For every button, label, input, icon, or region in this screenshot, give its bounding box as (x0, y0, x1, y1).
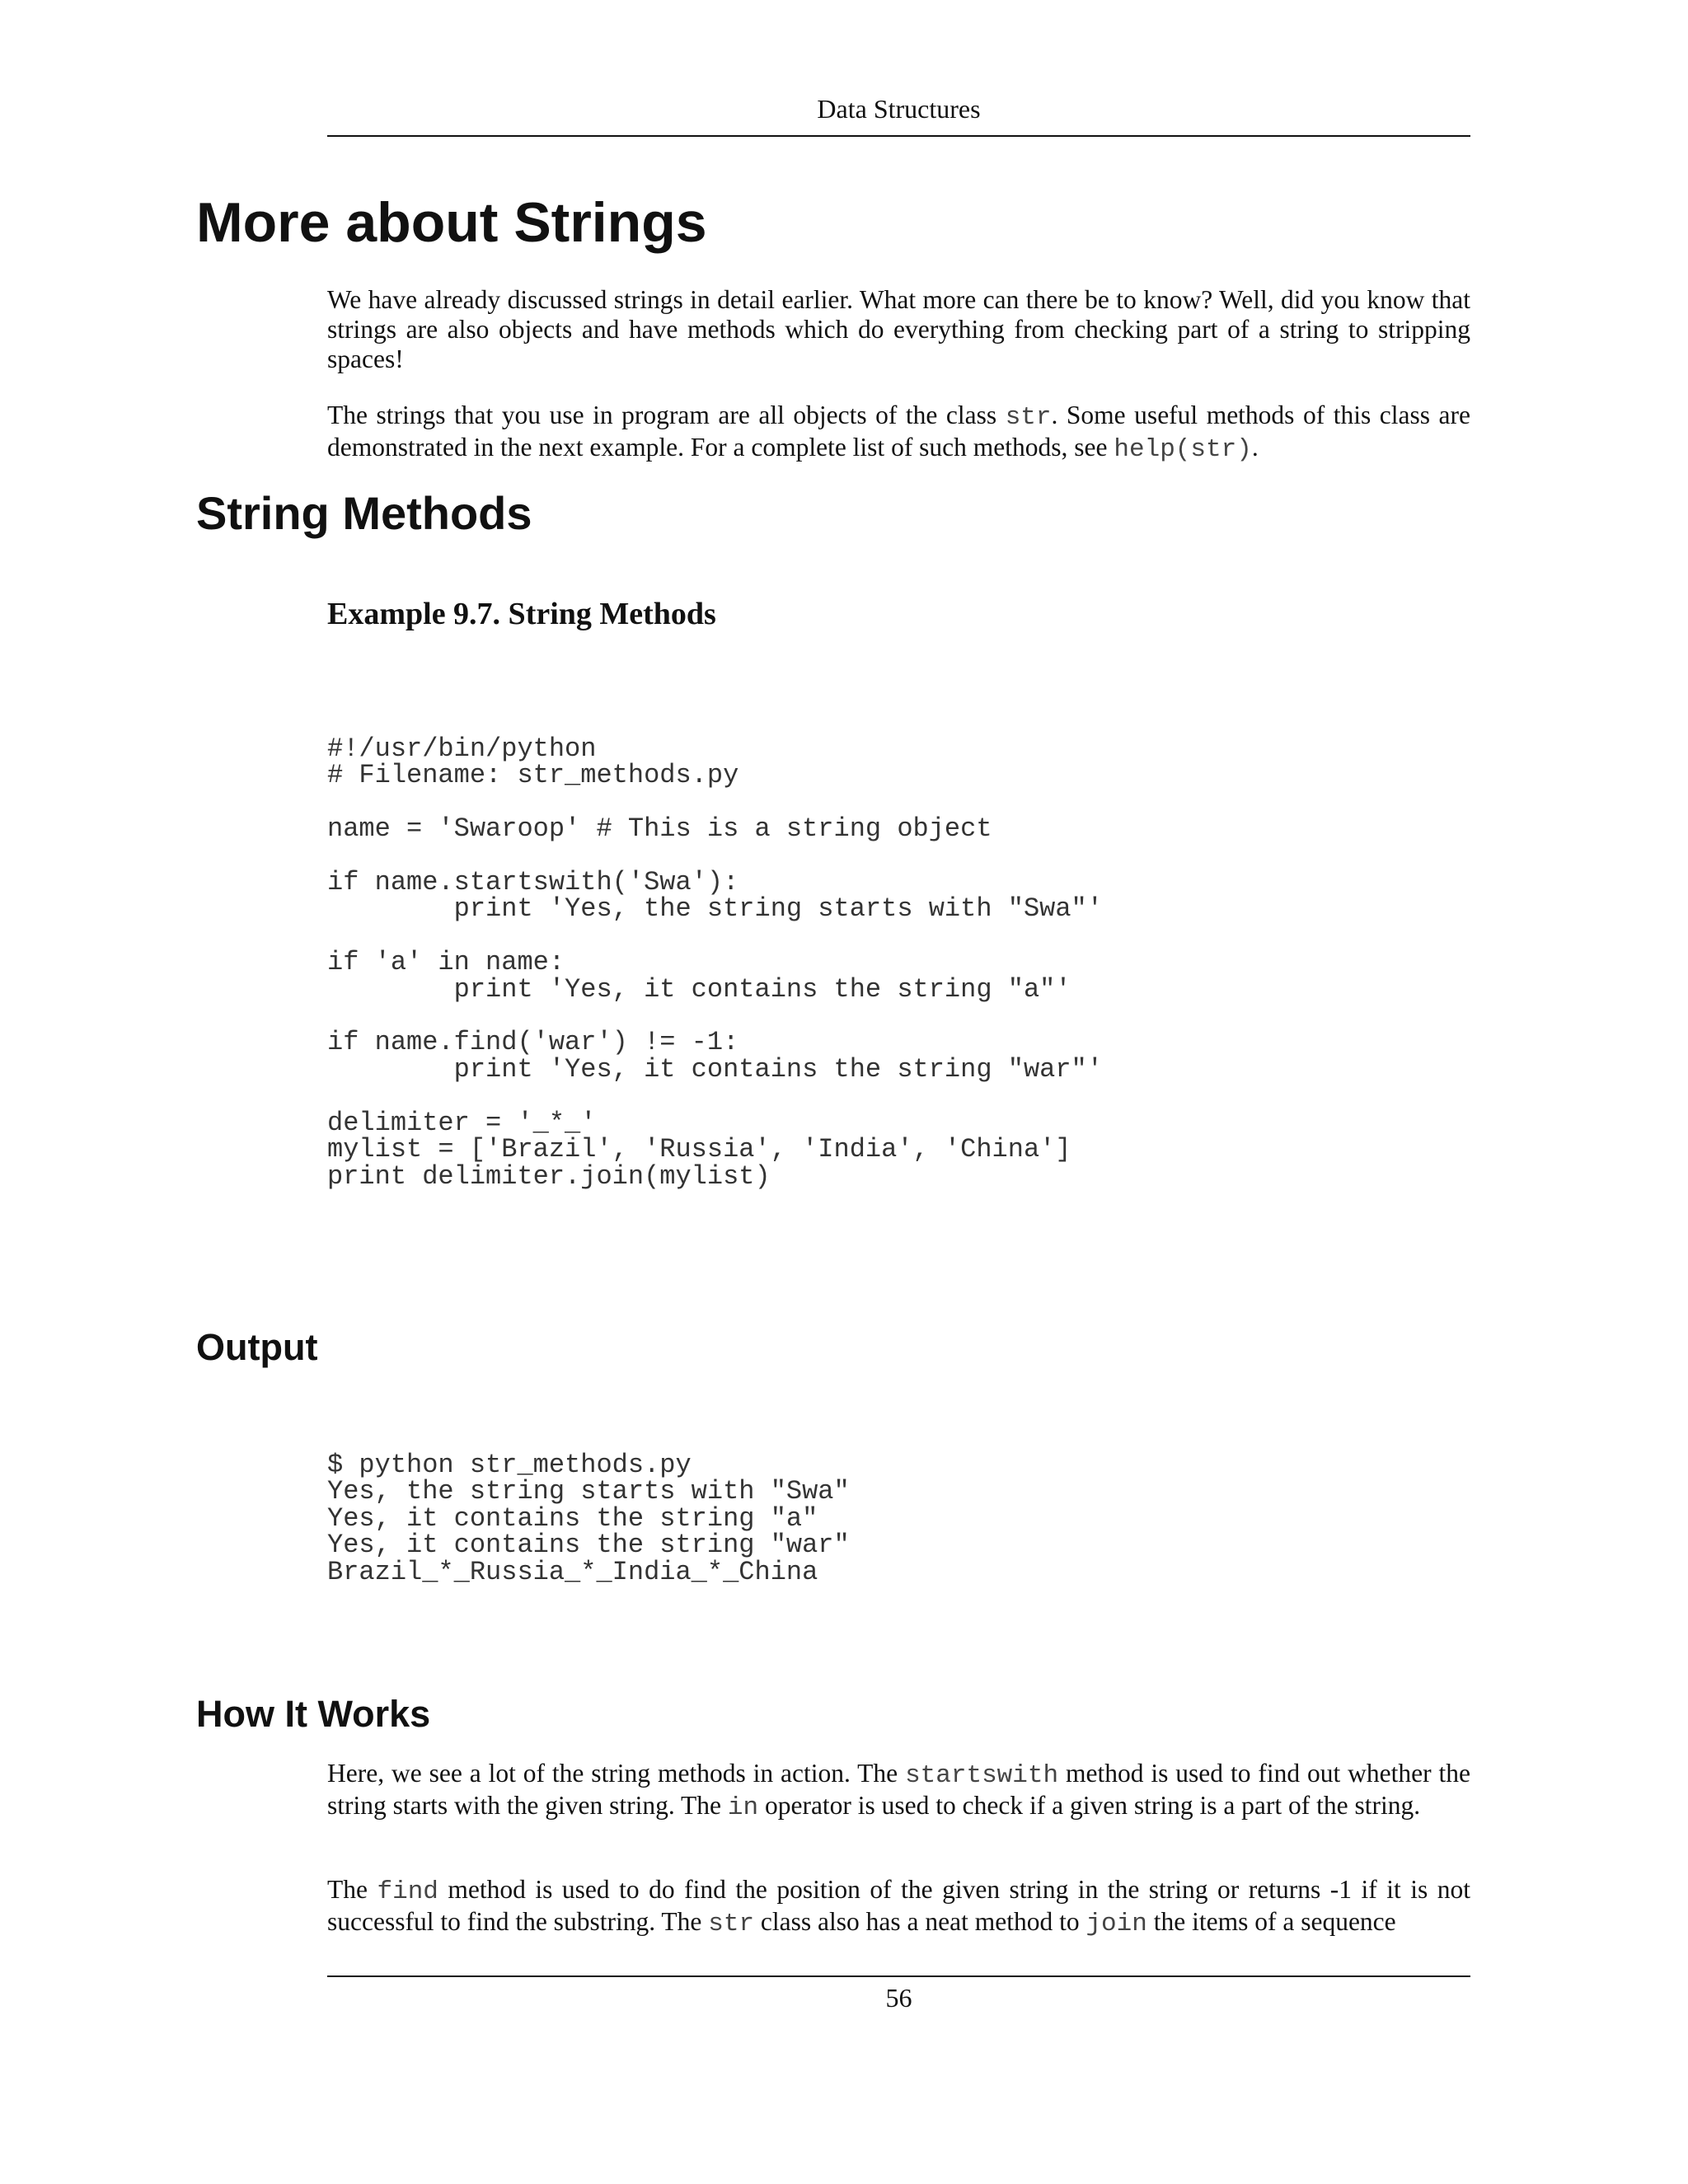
paragraph-text: class also has a neat method to (754, 1907, 1086, 1936)
how-it-works-paragraph-1 (327, 1759, 1470, 1823)
str-class-paragraph (327, 401, 1470, 465)
example-code-block: #!/usr/bin/python # Filename: str_methods.py name = 'Swaroop' # This is a string object if name.startswith('Swa'): print 'Yes, the string starts with "Swa"' if 'a' in name: print 'Yes, it contains the string "a"' if name.find('war') != -1: print 'Yes, it contains the string "war"' delimiter = '_*_' mylist = ['Brazil', 'Russia', 'India', 'China'] print delimiter.join(mylist) (327, 733, 1103, 1192)
paragraph-text: The strings that you use in program are all objects of the class (327, 401, 1006, 429)
inline-code: help(str) (1114, 435, 1252, 464)
paragraph-text: Here, we see a lot of the string methods in action. The (327, 1759, 906, 1788)
paragraph-text: the items of a sequence (1146, 1907, 1396, 1936)
chapter-section-title: More about Strings (196, 191, 707, 254)
inline-code: join (1085, 1910, 1147, 1938)
paragraph-text: The (327, 1875, 377, 1904)
inline-code: str (708, 1910, 755, 1938)
how-it-works-paragraph-2 (327, 1875, 1470, 1939)
inline-code: str (1005, 403, 1052, 432)
paragraph-text: . Some useful methods of this class are demonstrated in the next example. For a complete list of such methods, see (327, 401, 1470, 462)
inline-code: find (377, 1877, 438, 1906)
page-number: 56 (885, 1983, 912, 2013)
inline-code: startswith (905, 1761, 1059, 1790)
footer-rule (327, 1975, 1470, 1977)
paragraph-text: method is used to find out whether the string starts with the given string. The (327, 1759, 1470, 1820)
intro-paragraph: We have already discussed strings in detail earlier. What more can there be to know? Well, did you know that strings are also objects and have methods which do everything from checking part of a string to stripping spaces! (327, 285, 1470, 373)
running-header: Data Structures (817, 94, 981, 124)
inline-code: in (727, 1793, 759, 1822)
paragraph-text: operator is used to check if a given string is a part of the string. (758, 1791, 1421, 1820)
paragraph-text: method is used to do find the position of the given string in the string or returns -1 if it is not successful to find the substring. The (327, 1875, 1470, 1936)
paragraph-text: . (1251, 433, 1259, 462)
example-title: Example 9.7. String Methods (327, 597, 716, 631)
output-heading: Output (196, 1326, 318, 1368)
output-code-block: $ python str_methods.py Yes, the string starts with "Swa" Yes, it contains the string "a" Yes, it contains the string "war" Brazil_*_Russia_*_India_*_China (327, 1450, 850, 1587)
header-rule (327, 135, 1470, 137)
how-it-works-heading: How It Works (196, 1693, 431, 1735)
string-methods-heading: String Methods (196, 487, 532, 539)
